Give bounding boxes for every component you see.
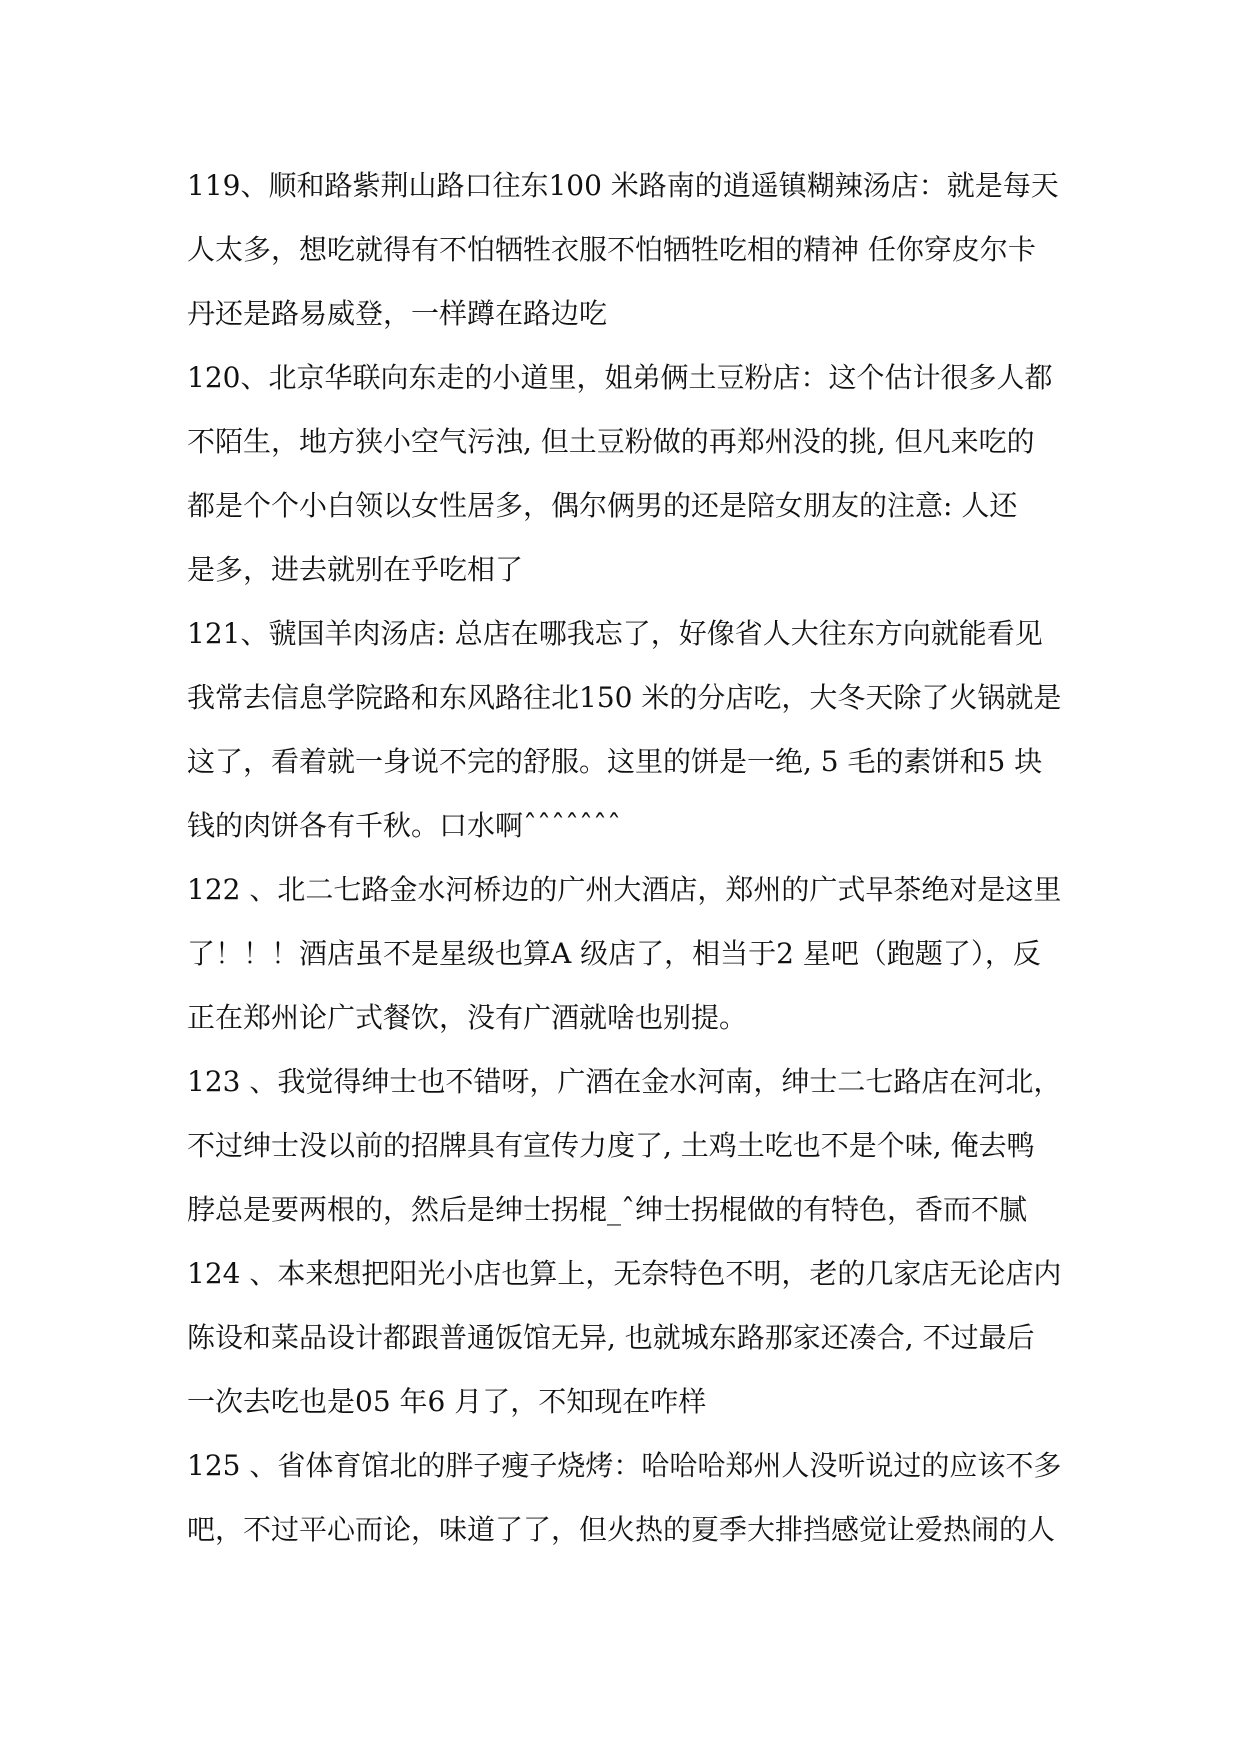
body-text [187,154,1087,1562]
text-line: 是多，进去就别在乎吃相了 [187,553,524,586]
text-line: 121、虢国羊肉汤店: 总店在哪我忘了，好像省人大往东方向就能看见 [187,617,1043,650]
text-line: 丹还是路易威登，一样蹲在路边吃 [187,297,608,330]
text-line: 正在郑州论广式餐饮，没有广酒就啥也别提。 [187,1001,748,1034]
text-line: 120、北京华联向东走的小道里，姐弟俩土豆粉店：这个估计很多人都 [187,361,1053,394]
text-line: 钱的肉饼各有千秋。口水啊ˆˆˆˆˆˆˆ [187,809,622,842]
text-line: 122 、北二七路金水河桥边的广州大酒店，郑州的广式早茶绝对是这里 [187,873,1062,906]
text-line: 人太多，想吃就得有不怕牺牲衣服不怕牺牲吃相的精神 任你穿皮尔卡 [187,233,1036,266]
text-line: 一次去吃也是05 年6 月了，不知现在咋样 [187,1385,707,1418]
text-line: 脖总是要两根的，然后是绅士拐棍_ˆ绅士拐棍做的有特色，香而不腻 [187,1193,1028,1226]
text-line: 我常去信息学院路和东风路往北150 米的分店吃，大冬天除了火锅就是 [187,681,1062,714]
text-line: 123 、我觉得绅士也不错呀，广酒在金水河南，绅士二七路店在河北， [187,1065,1062,1098]
text-line: 都是个个小白领以女性居多，偶尔俩男的还是陪女朋友的注意: 人还 [187,489,1018,522]
text-line: 119、顺和路紫荆山路口往东100 米路南的逍遥镇糊辣汤店：就是每天 [187,169,1059,202]
text-line: 这了，看着就一身说不完的舒服。这里的饼是一绝, 5 毛的素饼和5 块 [187,745,1043,778]
text-line: 不过绅士没以前的招牌具有宣传力度了, 土鸡土吃也不是个味, 俺去鸭 [187,1129,1035,1162]
text-line: 125 、省体育馆北的胖子瘦子烧烤：哈哈哈郑州人没听说过的应该不多 [187,1449,1062,1482]
text-line: 不陌生，地方狭小空气污浊, 但土豆粉做的再郑州没的挑, 但凡来吃的 [187,425,1035,458]
text-line: 124 、本来想把阳光小店也算上，无奈特色不明，老的几家店无论店内 [187,1257,1062,1290]
text-line: 吧，不过平心而论，味道了了，但火热的夏季大排挡感觉让爱热闹的人 [187,1513,1056,1546]
text-line: 陈设和菜品设计都跟普通饭馆无异, 也就城东路那家还凑合, 不过最后 [187,1321,1035,1354]
text-line: 了！！！酒店虽不是星级也算A 级店了，相当于2 星吧（跑题了），反 [187,937,1041,970]
